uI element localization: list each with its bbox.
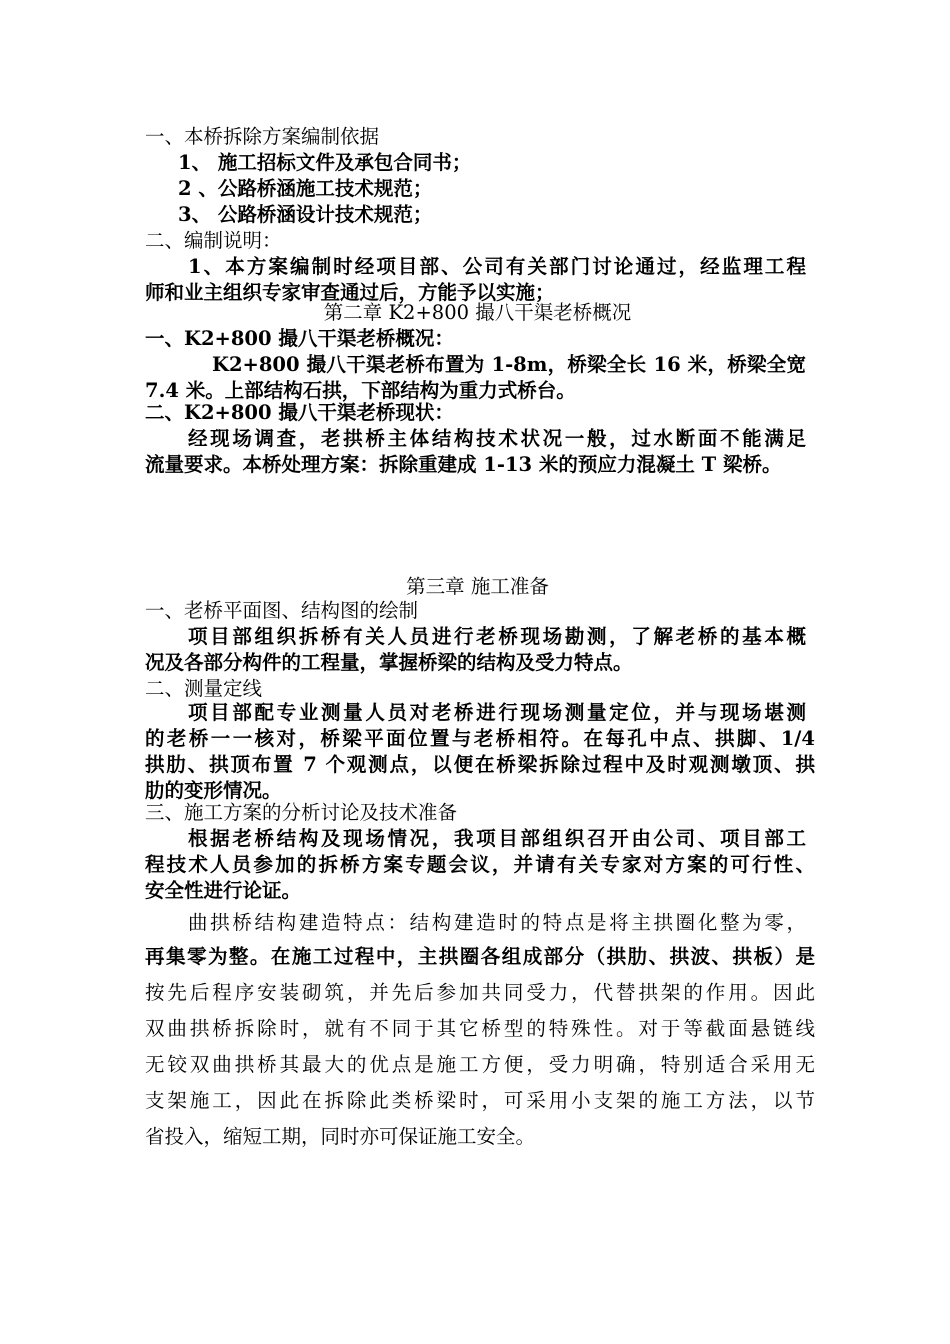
arch-para-line-6: 支架施工，因此在拆除此类桥梁时，可采用小支架的施工方法，以节 — [145, 1089, 815, 1112]
chapter-3-sub1-line-2: 况及各部分构件的工程量，掌握桥梁的结构及受力特点。 — [145, 651, 633, 674]
chapter-2-sub2-heading: 二、K2+800 撮八干渠老桥现状： — [145, 401, 454, 424]
arch-para-line-1: 曲拱桥结构建造特点：结构建造时的特点是将主拱圈化整为零， — [188, 911, 806, 934]
basis-item-1: 1、 施工招标文件及承包合同书； — [178, 151, 472, 174]
chapter-3-sub3-line-3: 安全性进行论证。 — [145, 879, 302, 902]
arch-para-line-7: 省投入，缩短工期，同时亦可保证施工安全。 — [145, 1125, 536, 1148]
chapter-2-sub2-line-1: 经现场调查，老拱桥主体结构技术状况一般，过水断面不能满足 — [188, 427, 806, 450]
chapter-2-sub2-line-2: 流量要求。本桥处理方案：拆除重建成 1-13 米的预应力混凝土 T 梁桥。 — [145, 453, 782, 476]
chapter-2-title: 第二章 K2+800 撮八干渠老桥概况 — [323, 301, 632, 324]
arch-para-line-3: 按先后程序安装砌筑，并先后参加共同受力，代替拱架的作用。因此 — [145, 981, 815, 1004]
section-heading-notes: 二、编制说明： — [145, 229, 282, 252]
chapter-2-sub1-line-1: K2+800 撮八干渠老桥布置为 1-8m，桥梁全长 16 米，桥梁全宽 — [212, 353, 806, 376]
basis-item-3: 3、 公路桥涵设计技术规范； — [178, 203, 433, 226]
chapter-2-sub1-heading: 一、K2+800 撮八干渠老桥概况： — [145, 327, 454, 350]
arch-para-line-4: 双曲拱桥拆除时，就有不同于其它桥型的特殊性。对于等截面悬链线 — [145, 1017, 815, 1040]
chapter-3-sub3-line-1: 根据老桥结构及现场情况，我项目部组织召开由公司、项目部工 — [188, 827, 806, 850]
notes-para-line-2: 师和业主组织专家审查通过后，方能予以实施； — [145, 281, 555, 304]
chapter-2-sub1-line-2: 7.4 米。上部结构石拱，下部结构为重力式桥台。 — [145, 379, 576, 402]
basis-item-2: 2 、公路桥涵施工技术规范； — [178, 177, 433, 200]
chapter-3-sub2-heading: 二、测量定线 — [145, 677, 263, 700]
chapter-3-title: 第三章 施工准备 — [406, 575, 549, 598]
chapter-3-sub3-heading: 三、施工方案的分析讨论及技术准备 — [145, 801, 458, 824]
chapter-3-sub2-line-4: 肋的变形情况。 — [145, 779, 282, 802]
arch-para-line-5: 无铰双曲拱桥其最大的优点是施工方便，受力明确，特别适合采用无 — [145, 1053, 815, 1076]
chapter-3-sub2-line-3: 拱肋、拱顶布置 7 个观测点，以便在桥梁拆除过程中及时观测墩顶、拱 — [145, 753, 815, 776]
section-heading-basis: 一、本桥拆除方案编制依据 — [145, 125, 380, 148]
chapter-3-sub3-line-2: 程技术人员参加的拆桥方案专题会议，并请有关专家对方案的可行性、 — [145, 853, 815, 876]
chapter-3-sub1-heading: 一、老桥平面图、结构图的绘制 — [145, 599, 419, 622]
chapter-3-sub2-line-2: 的老桥一一核对，桥梁平面位置与老桥相符。在每孔中点、拱脚、1/4 — [145, 727, 815, 750]
arch-para-line-2: 再集零为整。在施工过程中，主拱圈各组成部分（拱肋、拱波、拱板）是 — [145, 945, 815, 968]
chapter-3-sub2-line-1: 项目部配专业测量人员对老桥进行现场测量定位，并与现场堪测 — [188, 701, 806, 724]
notes-para-line-1: 1、本方案编制时经项目部、公司有关部门讨论通过，经监理工程 — [188, 255, 806, 278]
chapter-3-sub1-line-1: 项目部组织拆桥有关人员进行老桥现场勘测，了解老桥的基本概 — [188, 625, 806, 648]
